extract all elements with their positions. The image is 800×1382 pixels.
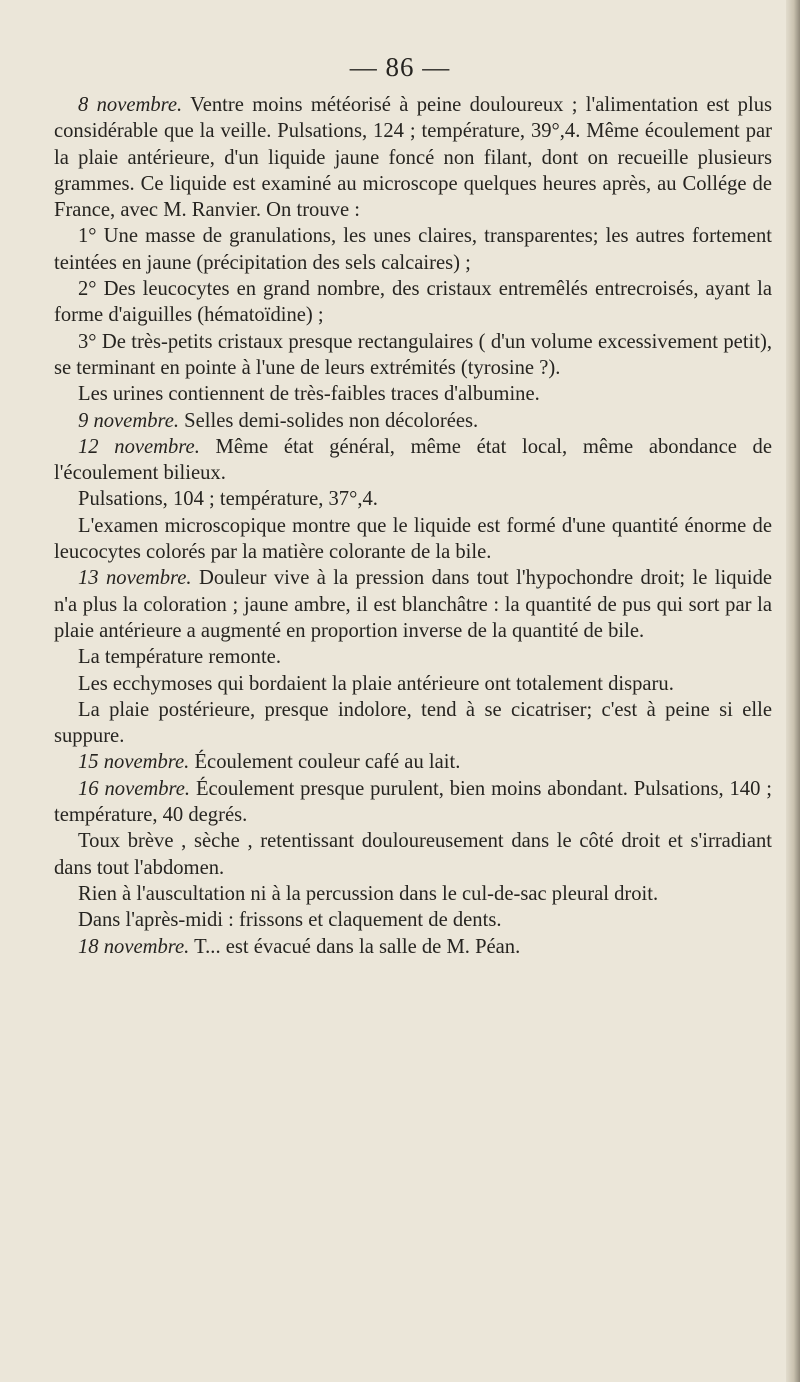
paragraph-text: La température remonte. (78, 646, 281, 669)
paragraph-text: Écoulement presque purulent, bien moins abondant. Pulsations, 140 ; température, 40 degrés. (54, 777, 773, 827)
paragraph-frissons (54, 907, 772, 933)
paragraph-9-novembre (54, 408, 772, 434)
paragraph-urines (54, 381, 772, 407)
paragraph-text: Pulsations, 104 ; température, 37°,4. (78, 488, 378, 511)
paragraph-text: La plaie postérieure, presque indolore, tend à se cicatriser; c'est à peine si elle suppure. (54, 698, 772, 748)
paragraph-text: Même état général, même état local, même abondance de l'écoulement bilieux. (54, 435, 772, 485)
entry-date: 8 novembre. (78, 94, 183, 116)
entry-date: 15 novembre. (78, 751, 190, 774)
paragraph-12-novembre (54, 434, 772, 487)
paragraph-leucocytes (54, 276, 772, 329)
entry-date: 16 novembre. (78, 777, 191, 800)
paragraph-13-novembre (54, 565, 772, 644)
paragraph-text: 2° Des leucocytes en grand nombre, des cristaux entremêlés entrecroisés, ayant la forme d'aiguilles (hématoïdine) ; (54, 278, 772, 327)
paragraph-pulsations-104 (54, 486, 772, 512)
paragraph-ecchymoses (54, 671, 772, 697)
paragraph-18-novembre (54, 934, 772, 960)
paragraph-text: Les ecchymoses qui bordaient la plaie antérieure ont totalement disparu. (78, 672, 674, 695)
paragraph-examen-microscopique (54, 513, 772, 566)
paragraph-text: Dans l'après-midi : frissons et claquement de dents. (78, 909, 502, 932)
paragraph-text: 1° Une masse de granulations, les unes claires, transparentes; les autres fortement teintées en jaune (précipitation des sels calcaires) ; (54, 225, 772, 274)
body-text (54, 92, 772, 960)
paragraph-text: Douleur vive à la pression dans tout l'hypochondre droit; le liquide n'a plus la coloration ; jaune ambre, il est blanchâtre : la quantité de pus qui sort par la plaie antérieure a augmenté en proportion inverse de la quantité de bile. (54, 567, 773, 642)
paragraph-auscultation (54, 881, 772, 907)
paragraph-temperature-remonte (54, 644, 772, 670)
paragraph-text: L'examen microscopique montre que le liquide est formé d'une quantité énorme de leucocytes colorés par la matière colorante de la bile. (54, 514, 772, 564)
entry-date: 12 novembre. (78, 435, 200, 458)
page-edge-shadow (786, 0, 800, 1382)
page-number: — 86 — (349, 52, 451, 82)
paragraph-text: Toux brève , sèche , retentissant douloureusement dans le côté droit et s'irradiant dans tout l'abdomen. (54, 830, 772, 879)
paragraph-cristaux (54, 329, 772, 382)
paragraph-text: T... est évacué dans la salle de M. Péan. (189, 935, 521, 958)
entry-date: 9 novembre. (78, 409, 180, 432)
paragraph-text: Rien à l'auscultation ni à la percussion dans le cul-de-sac pleural droit. (78, 882, 659, 905)
paragraph-text: Selles demi-solides non décolorées. (179, 409, 479, 432)
paragraph-text: Les urines contiennent de très-faibles traces d'albumine. (78, 383, 540, 406)
paragraph-plaie-posterieure (54, 697, 772, 750)
paragraph-8-novembre (54, 92, 772, 223)
paragraph-15-novembre (54, 749, 772, 775)
paragraph-toux (54, 828, 772, 881)
paragraph-text: Ventre moins météorisé à peine douloureux ; l'alimentation est plus considérable que la veille. Pulsations, 124 ; température, 39°,4. Même écoulement par la plaie antérieure, d'un liquide jaune foncé non filant, dont on recueille plusieurs grammes. Ce liquide est examiné au microscope quelques heures après, au Collége de France, avec M. Ranvier. On trouve : (54, 94, 772, 222)
paragraph-text: 3° De très-petits cristaux presque rectangulaires ( d'un volume excessivement petit), se terminant en pointe à l'une de leurs extrémités (tyrosine ?). (54, 330, 772, 379)
paragraph-16-novembre (54, 776, 772, 829)
entry-date: 18 novembre. (78, 935, 190, 958)
entry-date: 13 novembre. (78, 567, 192, 590)
paragraph-granulations (54, 223, 772, 276)
paragraph-text: Écoulement couleur café au lait. (189, 751, 461, 774)
